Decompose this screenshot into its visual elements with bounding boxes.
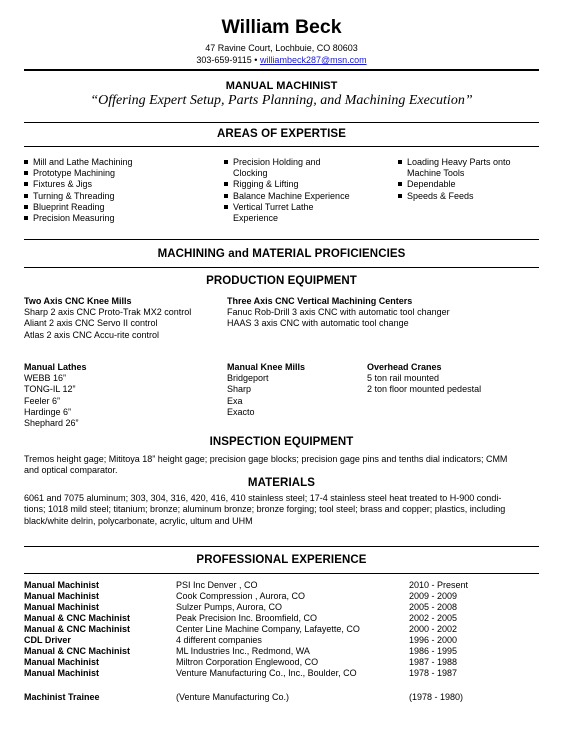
vertical-machining-centers-title: Three Axis CNC Vertical Machining Centers [227, 296, 413, 306]
job-title: CDL Driver [24, 635, 71, 645]
dates: 1987 - 1988 [409, 657, 458, 667]
expertise-column-2 [224, 157, 394, 224]
overhead-cranes-title: Overhead Cranes [367, 362, 442, 372]
job-title: Manual Machinist [24, 580, 100, 590]
experience-divider [24, 546, 539, 547]
experience-row [24, 635, 539, 646]
candidate-name: William Beck [221, 16, 342, 38]
cnc-knee-mills [24, 296, 224, 341]
cnc-knee-mills-title: Two Axis CNC Knee Mills [24, 296, 132, 306]
equipment-item: Hardinge 6” [24, 406, 72, 417]
experience-row [24, 624, 539, 635]
equipment-item: 5 ton rail mounted [367, 373, 440, 384]
dates: 2010 - Present [409, 580, 469, 590]
expertise-item: Blueprint Reading [24, 202, 214, 213]
experience-row [24, 580, 539, 591]
address-line: 47 Ravine Court, Lochbuie, CO 80603 [205, 43, 358, 53]
expertise-item: Precision Measuring [24, 213, 214, 224]
dates: 2009 - 2009 [409, 591, 458, 601]
contact-line [0, 54, 563, 66]
manual-knee-mills-title: Manual Knee Mills [227, 362, 306, 372]
manual-lathes [24, 362, 214, 429]
job-title: Manual & CNC Machinist [24, 613, 131, 623]
job-title: MANUAL MACHINIST [225, 80, 338, 92]
dates: 2005 - 2008 [409, 602, 458, 612]
equipment-item: Fanuc Rob-Drill 3 axis CNC with automatic tool changer [227, 307, 450, 318]
proficiencies-divider [24, 239, 539, 240]
dates: 2000 - 2002 [409, 624, 458, 634]
experience-row [24, 668, 539, 679]
equipment-item: Atlas 2 axis CNC Accu-rite control [24, 329, 160, 340]
manual-knee-mills [227, 362, 357, 418]
expertise-column-3 [398, 157, 543, 202]
company: PSI Inc Denver , CO [176, 580, 258, 590]
expertise-item: Loading Heavy Parts onto Machine Tools [398, 157, 543, 179]
company: Venture Manufacturing Co., Inc., Boulder, CO [176, 668, 357, 678]
job-title: Manual Machinist [24, 591, 100, 601]
equipment-item: Sharp 2 axis CNC Proto-Trak MX2 control [24, 307, 192, 318]
expertise-item: Dependable [398, 179, 543, 190]
job-title: Manual Machinist [24, 668, 100, 678]
experience-divider-bottom [24, 573, 539, 574]
dates: 1978 - 1987 [409, 668, 458, 678]
expertise-item: Turning & Threading [24, 191, 214, 202]
job-title: Manual & CNC Machinist [24, 646, 131, 656]
equipment-item: Aliant 2 axis CNC Servo II control [24, 318, 158, 329]
experience-row [24, 602, 539, 613]
proficiencies-divider-bottom [24, 267, 539, 268]
experience-row [24, 613, 539, 624]
company: Miltron Corporation Englewood, CO [176, 657, 319, 667]
equipment-item: Shephard 26” [24, 418, 79, 429]
expertise-item: Precision Holding and Clocking [224, 157, 394, 179]
expertise-item: Rigging & Lifting [224, 179, 394, 190]
job-title: Manual Machinist [24, 602, 100, 612]
inspection-equipment-text: Tremos height gage; Mititoya 18” height gage; precision gage blocks; precision gage pins and tenths dial indicators; CMM and optical comparator. [24, 454, 508, 476]
expertise-divider-bottom [24, 146, 539, 147]
header-divider [24, 69, 539, 71]
expertise-divider [24, 122, 539, 123]
expertise-item: Balance Machine Experience [224, 191, 394, 202]
equipment-item: Sharp [227, 384, 252, 395]
experience-heading: PROFESSIONAL EXPERIENCE [196, 554, 367, 566]
expertise-item: Speeds & Feeds [398, 191, 543, 202]
email-link[interactable]: williambeck287@msn.com [259, 55, 367, 65]
job-title: Machinist Trainee [24, 692, 100, 702]
equipment-item: HAAS 3 axis CNC with automatic tool change [227, 318, 409, 329]
equipment-item: TONG-IL 12” [24, 384, 76, 395]
dates: (1978 - 1980) [409, 692, 464, 702]
phone-number: 303-659-9115 • [196, 55, 258, 65]
equipment-item: 2 ton floor mounted pedestal [367, 384, 482, 395]
materials-text: 6061 and 7075 aluminum; 303, 304, 316, 420, 416, 410 stainless steel; 17-4 stainless steel heat treated to H-900 condi- tions; 1018 mild steel; titanium; bronze; aluminum bronze; bronze forging; tool steel; brass and copper; plastics, including black/white delrin, polycarbonate, acrylic, ultum and UHM [24, 493, 506, 526]
dates: 2002 - 2005 [409, 613, 458, 623]
company: (Venture Manufacturing Co.) [176, 692, 290, 702]
tagline: “Offering Expert Setup, Parts Planning, and Machining Execution” [90, 93, 473, 108]
equipment-item: Bridgeport [227, 373, 269, 384]
inspection-equipment-heading: INSPECTION EQUIPMENT [209, 436, 354, 448]
overhead-cranes [367, 362, 537, 396]
job-title: Manual & CNC Machinist [24, 624, 131, 634]
dates: 1986 - 1995 [409, 646, 458, 656]
company: Peak Precision Inc. Broomfield, CO [176, 613, 318, 623]
experience-row [24, 646, 539, 657]
equipment-item: Feeler 6” [24, 395, 61, 406]
equipment-item: Exa [227, 395, 243, 406]
company: 4 different companies [176, 635, 262, 645]
company: Center Line Machine Company, Lafayette, CO [176, 624, 360, 634]
company: ML Industries Inc., Redmond, WA [176, 646, 310, 656]
proficiencies-heading: MACHINING and MATERIAL PROFICIENCIES [157, 248, 406, 260]
job-title: Manual Machinist [24, 657, 100, 667]
materials-heading: MATERIALS [247, 477, 316, 489]
vertical-machining-centers [227, 296, 527, 330]
expertise-item: Fixtures & Jigs [24, 179, 214, 190]
expertise-item: Mill and Lathe Machining [24, 157, 214, 168]
dates: 1996 - 2000 [409, 635, 458, 645]
equipment-item: WEBB 16” [24, 373, 67, 384]
expertise-item: Prototype Machining [24, 168, 214, 179]
expertise-heading: AREAS OF EXPERTISE [217, 128, 346, 140]
experience-row [24, 657, 539, 668]
experience-row-trainee [24, 692, 539, 703]
production-equipment-heading: PRODUCTION EQUIPMENT [206, 275, 357, 287]
company: Sulzer Pumps, Aurora, CO [176, 602, 283, 612]
experience-row [24, 591, 539, 602]
expertise-column-1 [24, 157, 214, 224]
manual-lathes-title: Manual Lathes [24, 362, 87, 372]
equipment-item: Exacto [227, 406, 255, 417]
expertise-item: Vertical Turret Lathe Experience [224, 202, 394, 224]
company: Cook Compression , Aurora, CO [176, 591, 306, 601]
